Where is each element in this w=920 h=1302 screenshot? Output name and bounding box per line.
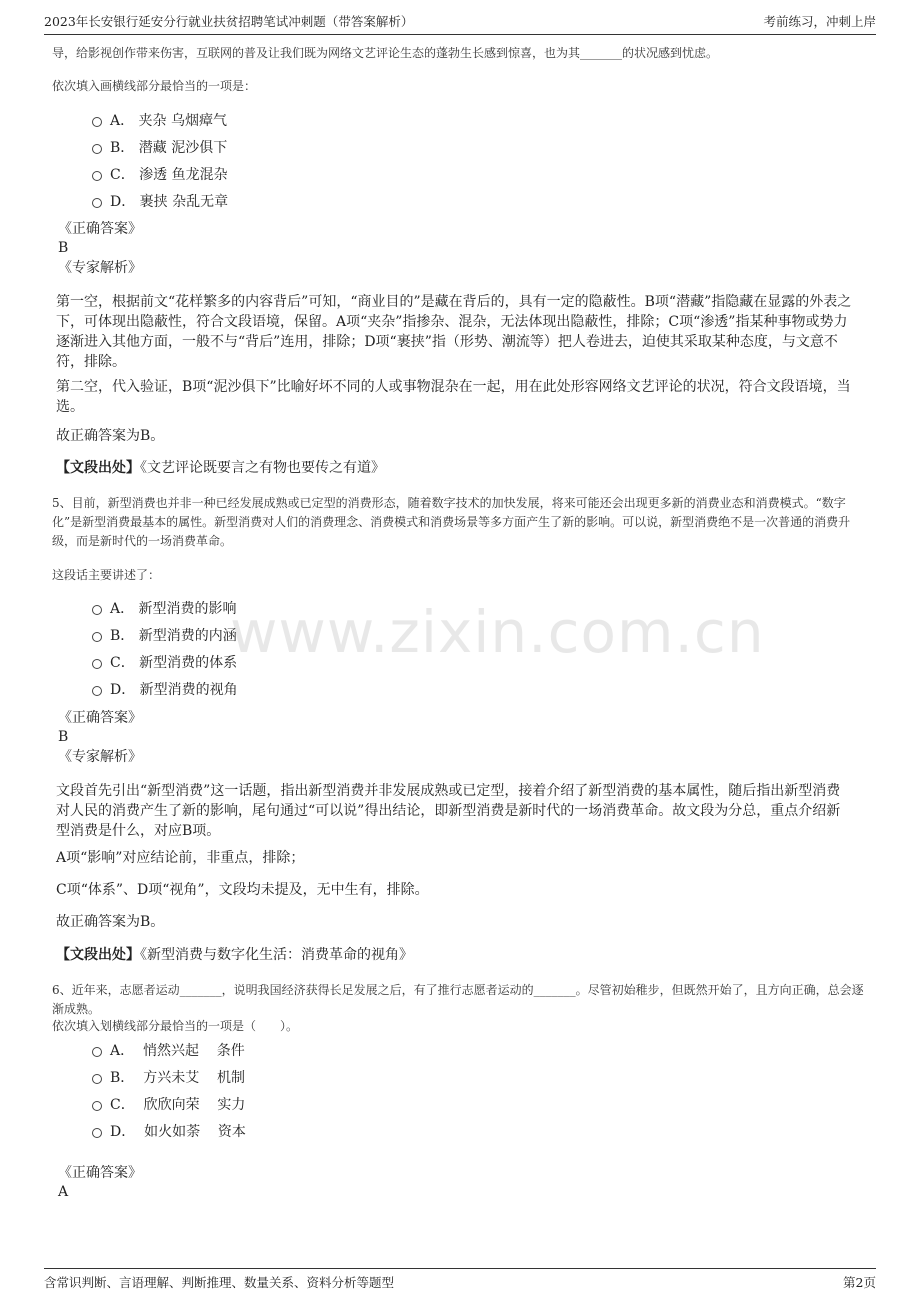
watermark: www.zixin.com.cn [230, 598, 765, 666]
header-slogan: 考前练习，冲刺上岸 [763, 14, 876, 29]
q4-analysis-3: 故正确答案为B。 [56, 428, 165, 444]
q5-analysis-label: 《专家解析》 [58, 749, 142, 765]
q5-source: 【文段出处】《新型消费与数字化生活：消费革命的视角》 [56, 947, 413, 963]
radio-icon[interactable] [92, 1128, 102, 1138]
radio-icon[interactable] [92, 632, 102, 642]
q6-stem: 6、近年来，志愿者运动_______，说明我国经济获得长足发展之后，有了推行志愿者运动的_______。尽管初始稚步，但既然开始了，且方向正确，总会逐渐成熟。 [52, 983, 864, 1016]
radio-icon[interactable] [92, 198, 102, 208]
q4-option-c[interactable]: C． 渗透 鱼龙混杂 [92, 165, 228, 185]
radio-icon[interactable] [92, 659, 102, 669]
q5-option-c[interactable]: C． 新型消费的体系 [92, 653, 237, 673]
q5-stem: 5、目前，新型消费也并非一种已经发展成熟或已定型的消费形态，随着数字技术的加快发展，将来可能还会出现更多新的消费业态和消费模式。“数字化”是新型消费最基本的属性。新型消费对人们的消费理念、消费模式和消费场景等多方面产生了新的影响。可以说，新型消费绝不是一次普通的消费升级，而是新时代的一场消费革命。 [52, 496, 851, 548]
page-number: 第2页 [843, 1275, 876, 1290]
q6-option-c[interactable]: C． 欣欣向荣 实力 [92, 1095, 245, 1115]
q4-analysis-2: 第二空，代入验证，B项“泥沙俱下”比喻好坏不同的人或事物混杂在一起，用在此处形容网络文艺评论的状况，符合文段语境，当选。 [56, 379, 851, 415]
q6-option-d[interactable]: D． 如火如荼 资本 [92, 1122, 246, 1142]
radio-icon[interactable] [92, 144, 102, 154]
document-title: 2023年长安银行延安分行就业扶贫招聘笔试冲刺题（带答案解析） [44, 14, 414, 29]
radio-icon[interactable] [92, 171, 102, 181]
q6-answer: A [58, 1184, 69, 1200]
q5-prompt: 这段话主要讲述了： [52, 568, 161, 582]
q4-answer-label: 《正确答案》 [58, 221, 142, 237]
q4-answer: B [58, 240, 69, 256]
q5-option-a[interactable]: A． 新型消费的影响 [92, 599, 237, 619]
q4-option-a[interactable]: A． 夹杂 乌烟瘴气 [92, 111, 227, 131]
q5-analysis-4: 故正确答案为B。 [56, 914, 165, 930]
radio-icon[interactable] [92, 1101, 102, 1111]
q5-option-d[interactable]: D． 新型消费的视角 [92, 680, 238, 700]
q4-option-b[interactable]: B． 潜藏 泥沙俱下 [92, 138, 227, 158]
q5-analysis-3: C项“体系”、D项“视角”，文段均未提及，无中生有，排除。 [56, 882, 429, 898]
radio-icon[interactable] [92, 605, 102, 615]
page-footer [44, 1268, 876, 1293]
q4-stem-tail: 导，给影视创作带来伤害，互联网的普及让我们既为网络文艺评论生态的蓬勃生长感到惊喜，也为其_______的状况感到忧虑。 [52, 46, 719, 60]
q5-analysis-2: A项“影响”对应结论前，非重点，排除； [56, 850, 305, 866]
q4-option-d[interactable]: D． 裹挟 杂乱无章 [92, 192, 228, 212]
radio-icon[interactable] [92, 1074, 102, 1084]
radio-icon[interactable] [92, 117, 102, 127]
radio-icon[interactable] [92, 1047, 102, 1057]
q4-analysis-label: 《专家解析》 [58, 260, 142, 276]
q4-analysis-1: 第一空，根据前文“花样繁多的内容背后”可知，“商业目的”是藏在背后的，具有一定的隐蔽性。B项“潜藏”指隐藏在显露的外表之下，可体现出隐蔽性，符合文段语境，保留。A项“夹杂”指掺杂、混杂，无法体现出隐蔽性，排除；C项“渗透”指某种事物或势力逐渐进入其他方面，一般不与“背后”连用，排除；D项“裹挟”指（形势、潮流等）把人卷进去，迫使其采取某种态度，与文意不符，排除。 [56, 294, 852, 370]
q6-option-a[interactable]: A． 悄然兴起 条件 [92, 1041, 245, 1061]
q5-answer-label: 《正确答案》 [58, 710, 142, 726]
radio-icon[interactable] [92, 686, 102, 696]
q5-option-b[interactable]: B． 新型消费的内涵 [92, 626, 237, 646]
q4-prompt: 依次填入画横线部分最恰当的一项是： [52, 79, 257, 93]
q5-answer: B [58, 729, 69, 745]
footer-topics: 含常识判断、言语理解、判断推理、数量关系、资料分析等题型 [44, 1275, 395, 1290]
q4-source: 【文段出处】《文艺评论既要言之有物也要传之有道》 [56, 460, 385, 476]
q6-answer-label: 《正确答案》 [58, 1165, 142, 1181]
q5-analysis-1: 文段首先引出“新型消费”这一话题，指出新型消费并非发展成熟或已定型，接着介绍了新型消费的基本属性，随后指出新型消费对人民的消费产生了新的影响，尾句通过“可以说”得出结论，即新型消费是新时代的一场消费革命。故文段为分总，重点介绍新型消费是什么，对应B项。 [56, 783, 841, 839]
q6-prompt: 依次填入划横线部分最恰当的一项是（ ）。 [52, 1019, 299, 1033]
q6-option-b[interactable]: B． 方兴未艾 机制 [92, 1068, 245, 1088]
